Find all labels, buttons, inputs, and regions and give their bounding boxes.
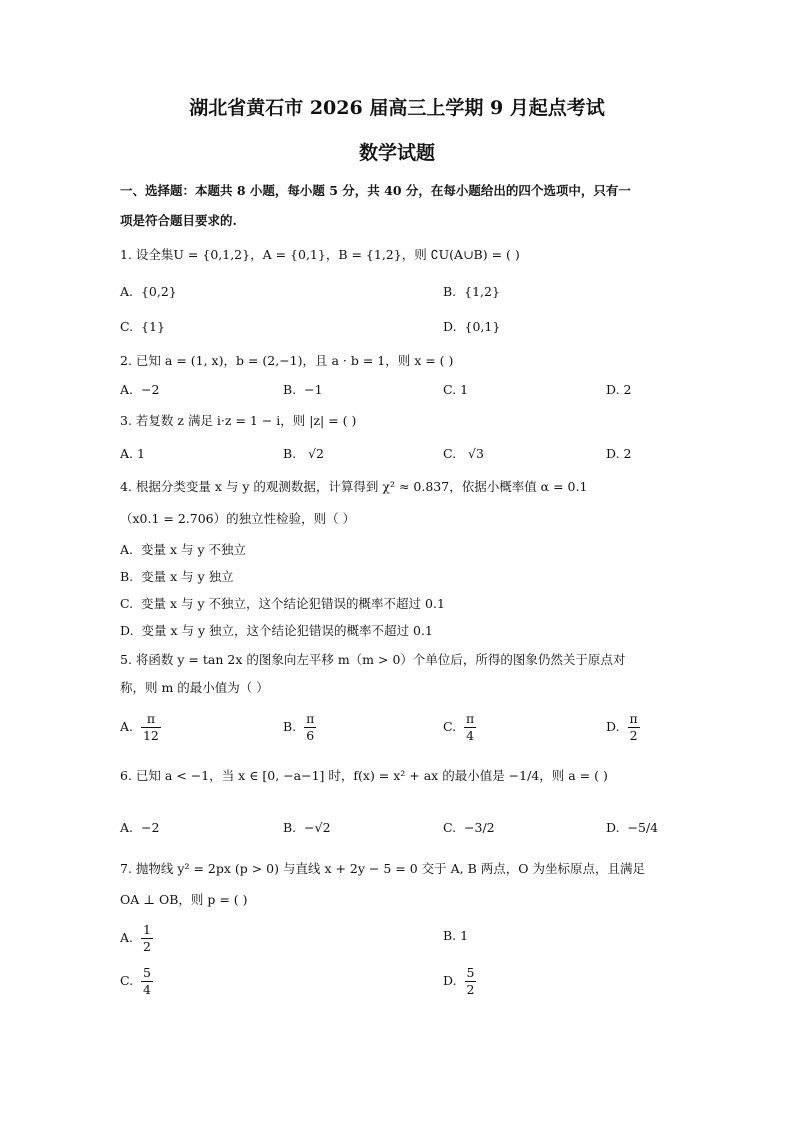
section-header-line2: 项是符合题目要求的. <box>120 213 237 228</box>
q3-text: 若复数 z 满足 i·z = 1 − i，则 |z| = ( ) <box>135 413 357 428</box>
q6-text: 已知 a < −1，当 x ∈ [0, −a−1] 时，f(x) = x² + ax 的最小值是 −1/4，则 a = ( ) <box>135 768 608 783</box>
q7-option-a-fraction: $\frac{1}{2}$ <box>142 922 151 954</box>
q7-number: 7. <box>120 861 132 876</box>
exam-title: 湖北省黄石市 2026 届高三上学期 9 月起点考试 <box>189 97 605 119</box>
q1-stem <box>120 247 520 263</box>
q7-option-d-fraction: $\frac{5}{2}$ <box>466 965 475 997</box>
q5-stem-line2: 称，则 m 的最小值为（ ） <box>120 680 269 695</box>
q5-option-a-fraction: $\frac{\pi}{12}$ <box>142 711 159 743</box>
q3-number: 3. <box>120 413 132 428</box>
q2-option-a: A. −2 <box>120 382 160 397</box>
q4-stem-line1 <box>120 479 587 495</box>
q1-option-a-text: {0,2} <box>140 284 177 299</box>
q7-stem-line2: OA ⊥ OB，则 p = ( ) <box>120 892 248 907</box>
q5-text-1: 将函数 y = tan 2x 的图象向左平移 m（m > 0）个单位后，所得的图象仍然关于原点对 <box>135 652 626 667</box>
q7-option-a: A. $\frac{1}{2}$ <box>120 922 151 954</box>
q5-option-a: A. $\frac{\pi}{12}$ <box>120 711 159 743</box>
q2-option-c: C. 1 <box>443 382 469 397</box>
q4-option-d: D. 变量 x 与 y 独立，这个结论犯错误的概率不超过 0.1 <box>120 623 433 638</box>
q3-option-c: C. √3 <box>443 446 484 461</box>
q7-text-1: 抛物线 y² = 2px (p > 0) 与直线 x + 2y − 5 = 0 交于 A, B 两点，O 为坐标原点，且满足 <box>135 861 645 876</box>
q4-stem-line2: （x0.1 = 2.706）的独立性检验，则（ ） <box>120 511 356 526</box>
q5-option-c: C. $\frac{\pi}{4}$ <box>443 711 475 743</box>
q2-number: 2. <box>120 353 132 368</box>
q5-option-d: D. $\frac{\pi}{2}$ <box>606 711 638 743</box>
q1-option-d-text: {0,1} <box>464 319 501 334</box>
q7-option-c: C. $\frac{5}{4}$ <box>120 965 151 997</box>
q2-text: 已知 a = (1, x)，b = (2,−1)，且 a · b = 1，则 x = ( ) <box>135 353 454 368</box>
q3-option-b: B. √2 <box>283 446 325 461</box>
q1-text: 设全集U = {0,1,2}，A = {0,1}，B = {1,2}，则 ∁U(A∪B) = ( ) <box>135 247 520 262</box>
section-header-line1: 一、选择题：本题共 8 小题，每小题 5 分，共 40 分，在每小题给出的四个选项中，只有一 <box>120 183 631 198</box>
q2-option-b: B. −1 <box>283 382 323 397</box>
q5-option-c-fraction: $\frac{\pi}{4}$ <box>466 711 475 743</box>
q4-text-1: 根据分类变量 x 与 y 的观测数据，计算得到 χ² ≈ 0.837，依据小概率值 α = 0.1 <box>135 479 588 494</box>
q7-option-d: D. $\frac{5}{2}$ <box>443 965 475 997</box>
q5-number: 5. <box>120 652 132 667</box>
q1-option-d: D. {0,1} <box>443 319 501 334</box>
q5-stem-line1 <box>120 652 625 668</box>
q5-option-d-fraction: $\frac{\pi}{2}$ <box>629 711 638 743</box>
q1-option-b: B. {1,2} <box>443 284 500 299</box>
q3-stem <box>120 413 356 429</box>
q3-option-a: A. 1 <box>120 446 145 461</box>
q4-option-c: C. 变量 x 与 y 不独立，这个结论犯错误的概率不超过 0.1 <box>120 596 445 611</box>
q7-option-c-fraction: $\frac{5}{4}$ <box>143 965 151 997</box>
q3-option-d: D. 2 <box>606 446 632 461</box>
q1-number: 1. <box>120 247 132 262</box>
q5-option-b: B. $\frac{\pi}{6}$ <box>283 711 315 743</box>
q1-option-b-text: {1,2} <box>464 284 500 299</box>
exam-subtitle: 数学试题 <box>358 142 435 164</box>
q6-option-a: A. −2 <box>120 820 160 835</box>
q4-option-b: B. 变量 x 与 y 独立 <box>120 569 234 584</box>
q2-stem <box>120 353 453 369</box>
q6-stem <box>120 768 608 784</box>
q4-option-a: A. 变量 x 与 y 不独立 <box>120 542 246 557</box>
q1-option-a: A. {0,2} <box>120 284 177 299</box>
q1-option-c: C. {1} <box>120 319 165 334</box>
q6-option-b: B. −√2 <box>283 820 331 835</box>
q5-option-b-fraction: $\frac{\pi}{6}$ <box>306 711 315 743</box>
q1-option-c-text: {1} <box>141 319 165 334</box>
q6-option-c: C. −3/2 <box>443 820 495 835</box>
q6-option-d: D. −5/4 <box>606 820 659 835</box>
q2-option-d: D. 2 <box>606 382 632 397</box>
q7-stem-line1 <box>120 861 645 877</box>
q6-number: 6. <box>120 768 132 783</box>
q4-number: 4. <box>120 479 132 494</box>
q7-option-b: B. 1 <box>443 928 469 943</box>
